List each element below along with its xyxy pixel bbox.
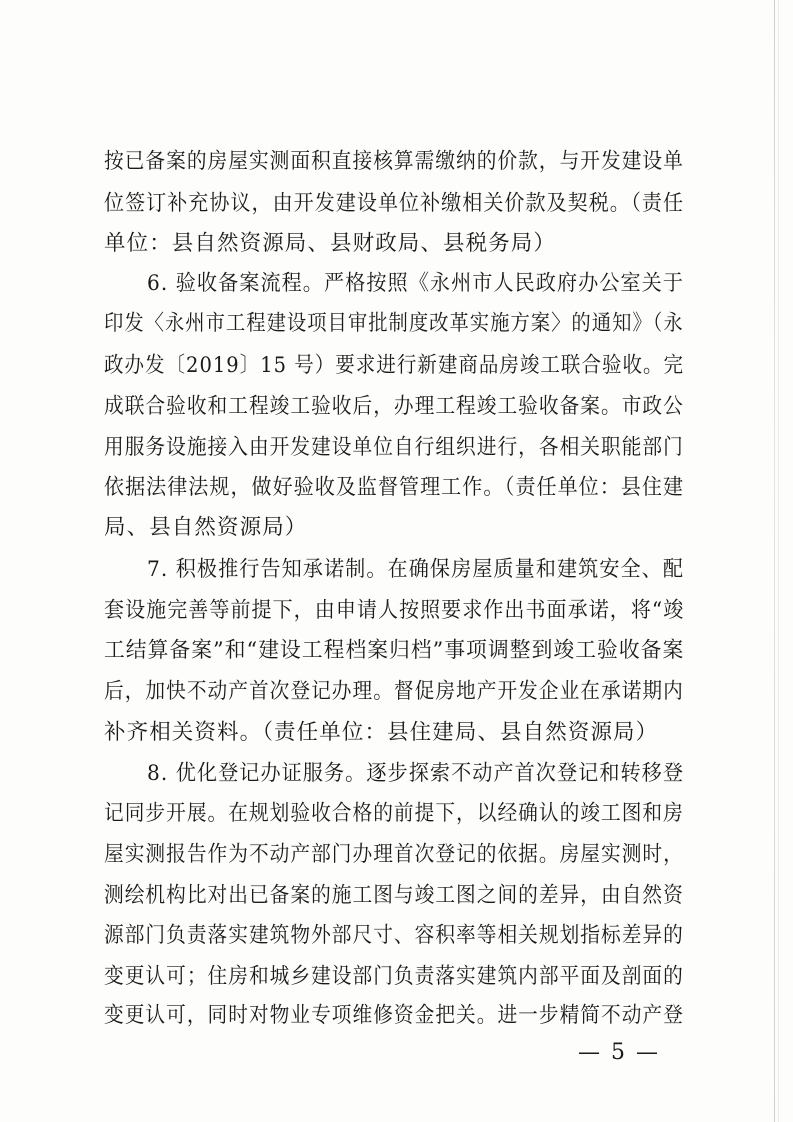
text-line: 依据法律法规，做好验收及监督管理工作。（责任单位：县住建 [104,475,685,500]
text-line: 工结算备案”和“建设工程档案归档”事项调整到竣工验收备案 [104,638,685,663]
text-line: 屋实测报告作为不动产部门办理首次登记的依据。房屋实测时， [104,842,684,867]
text-line: 成联合验收和工程竣工验收后，办理工程竣工验收备案。市政公 [104,394,684,419]
text-line: 单位：县自然资源局、县财政局、县税务局） [104,231,557,256]
text-line: 位签订补充协议，由开发建设单位补缴相关价款及契税。（责任 [104,191,685,216]
text-line: 按已备案的房屋实测面积直接核算需缴纳的价款，与开发建设单 [104,149,684,174]
text-line: 变更认可，同时对物业专项维修资金把关。进一步精简不动产登 [104,1003,684,1028]
scan-edge-line-secondary [778,0,779,1122]
text-line: 变更认可；住房和城乡建设部门负责落实建筑内部平面及剖面的 [104,964,684,989]
text-line: 补齐相关资料。（责任单位：县住建局、县自然资源局） [104,720,659,745]
page-number: — 5 — [578,1040,660,1065]
text-line: 局、县自然资源局） [104,515,308,540]
section-heading-6: 6. 验收备案流程。严格按照《永州市人民政府办公室关于 [147,271,685,296]
text-line: 印发〈永州市工程建设项目审批制度改革实施方案〉的通知》（永 [104,311,684,336]
scan-edge-line [774,0,775,1122]
text-line: 用服务设施接入由开发建设单位自行组织进行，各相关职能部门 [104,435,684,460]
text-line: 源部门负责落实建筑物外部尺寸、容积率等相关规划指标差异的 [104,923,684,948]
text-line: 后，加快不动产首次登记办理。督促房地产开发企业在承诺期内 [104,679,684,704]
text-line: 记同步开展。在规划验收合格的前提下，以经确认的竣工图和房 [104,801,684,826]
text-line: 套设施完善等前提下，由申请人按照要求作出书面承诺，将“竣 [104,598,685,623]
section-heading-7: 7. 积极推行告知承诺制。在确保房屋质量和建筑安全、配 [147,557,685,582]
text-line: 测绘机构比对出已备案的施工图与竣工图之间的差异，由自然资 [104,883,684,908]
text-line: 政办发〔2019〕15 号）要求进行新建商品房竣工联合验收。完 [104,353,685,378]
section-heading-8: 8. 优化登记办证服务。逐步探索不动产首次登记和转移登 [147,761,685,786]
